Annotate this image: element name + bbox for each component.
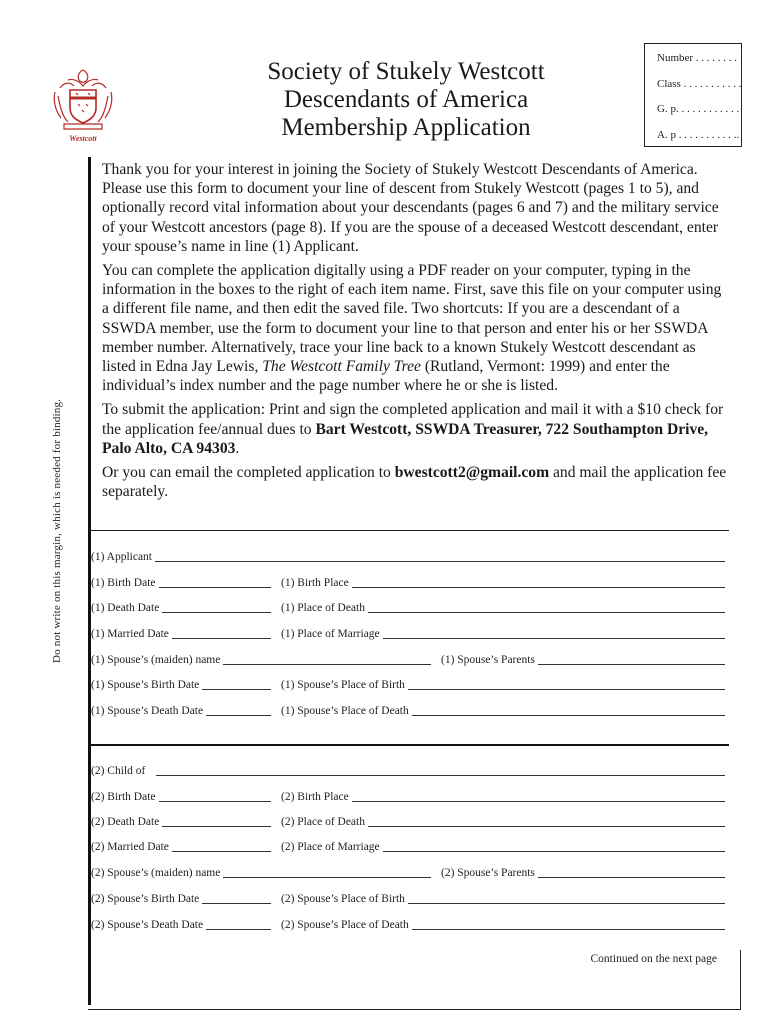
death-date-label-1: (1) Death Date	[91, 602, 160, 614]
crest-motto: Westcott	[69, 134, 97, 143]
office-use-box	[644, 43, 742, 147]
frame-right-line	[740, 950, 741, 1010]
spouse-death-date-label-1: (1) Spouse’s Death Date	[91, 705, 204, 717]
married-date-field-2[interactable]	[91, 840, 271, 854]
spouse-parents-label-1: (1) Spouse’s Parents	[441, 654, 535, 666]
spouse-birth-place-label-2: (2) Spouse’s Place of Birth	[281, 893, 405, 905]
birth-place-field-2[interactable]	[281, 790, 725, 804]
spouse-name-label-1: (1) Spouse’s (maiden) name	[91, 654, 221, 666]
child-of-line[interactable]	[156, 765, 725, 776]
treasurer-email: bwestcott2@gmail.com	[394, 464, 550, 482]
child-of-label: (2) Child of	[91, 765, 146, 777]
section-1-top-divider	[91, 530, 729, 531]
birth-place-line-2[interactable]	[352, 791, 725, 802]
binding-margin-note: Do not write on this margin, which is needed for binding.	[51, 398, 63, 663]
applicant-field[interactable]	[91, 550, 725, 564]
office-class: Class . . . . . . . . . . .	[657, 77, 742, 90]
spouse-name-line-2[interactable]	[223, 867, 431, 878]
marriage-place-label-1: (1) Place of Marriage	[281, 628, 380, 640]
birth-place-line-1[interactable]	[352, 577, 725, 588]
spouse-death-place-line-2[interactable]	[412, 919, 725, 930]
intro-paragraph-4	[102, 463, 730, 501]
spouse-death-place-line-1[interactable]	[412, 705, 725, 716]
spouse-death-date-field-2[interactable]	[91, 918, 271, 932]
spouse-birth-place-field-2[interactable]	[281, 892, 725, 906]
spouse-death-place-label-1: (1) Spouse’s Place of Death	[281, 705, 409, 717]
death-place-line-1[interactable]	[368, 602, 725, 613]
intro-paragraph-1: Thank you for your interest in joining the Society of Stukely Westcott Descendants of America. Please use this form to document your line of descent from Stukely Westcott (pages 1 to 5), and optionally record vital information about your descendants (pages 6 and 7) and the military service of your Westcott ancestors (page 8). If you are the spouse of a deceased Westcott descendant, enter your spouse’s name in line (1) Applicant.	[102, 161, 719, 255]
marriage-place-line-1[interactable]	[383, 628, 725, 639]
spouse-parents-field-2[interactable]	[441, 866, 725, 880]
marriage-place-line-2[interactable]	[383, 841, 725, 852]
spouse-death-place-label-2: (2) Spouse’s Place of Death	[281, 919, 409, 931]
death-place-field-1[interactable]	[281, 601, 725, 615]
intro-p4-text-end: and mail the application fee separately.	[102, 464, 727, 501]
spouse-birth-date-field-1[interactable]	[91, 678, 271, 692]
spouse-birth-date-line-1[interactable]	[202, 679, 271, 690]
spouse-death-date-line-2[interactable]	[206, 919, 271, 930]
marriage-place-label-2: (2) Place of Marriage	[281, 841, 380, 853]
spouse-name-field-1[interactable]	[91, 653, 431, 667]
spouse-birth-date-label-2: (2) Spouse’s Birth Date	[91, 893, 200, 905]
married-date-line-1[interactable]	[172, 628, 271, 639]
title-line-1: Society of Stukely Westcott	[267, 58, 545, 85]
spouse-parents-field-1[interactable]	[441, 653, 725, 667]
intro-p3-text: To submit the application: Print and sign the completed application and mail it with a $10 check for the application fee/annual dues to	[102, 401, 724, 438]
death-date-field-1[interactable]	[91, 601, 271, 615]
spouse-birth-date-line-2[interactable]	[202, 893, 271, 904]
death-date-line-2[interactable]	[162, 816, 271, 827]
death-place-label-1: (1) Place of Death	[281, 602, 365, 614]
birth-date-line-1[interactable]	[159, 577, 271, 588]
birth-date-field-2[interactable]	[91, 790, 271, 804]
married-date-label-1: (1) Married Date	[91, 628, 169, 640]
child-of-field[interactable]	[91, 764, 725, 778]
office-number: Number . . . . . . . .	[657, 52, 738, 64]
birth-place-label-2: (2) Birth Place	[281, 791, 349, 803]
title-line-3: Membership Application	[281, 114, 531, 141]
applicant-line[interactable]	[155, 551, 725, 562]
birth-date-line-2[interactable]	[159, 791, 271, 802]
death-place-field-2[interactable]	[281, 815, 725, 829]
spouse-name-label-2: (2) Spouse’s (maiden) name	[91, 867, 221, 879]
marriage-place-field-1[interactable]	[281, 627, 725, 641]
married-date-line-2[interactable]	[172, 841, 271, 852]
intro-paragraph-3	[102, 400, 730, 458]
spouse-death-date-line-1[interactable]	[206, 705, 271, 716]
intro-p3-text-end: .	[235, 439, 240, 457]
spouse-death-place-field-1[interactable]	[281, 704, 725, 718]
spouse-death-date-field-1[interactable]	[91, 704, 271, 718]
spouse-birth-place-label-1: (1) Spouse’s Place of Birth	[281, 679, 405, 691]
book-title: The Westcott Family Tree	[262, 358, 421, 376]
intro-text	[102, 160, 730, 506]
birth-date-label-2: (2) Birth Date	[91, 791, 156, 803]
treasurer-address: Bart Westcott, SSWDA Treasurer, 722 Southampton Drive, Palo Alto, CA 94303	[102, 420, 709, 457]
intro-p2-text-end: (Rutland, Vermont: 1999) and enter the individual’s index number and the page number where he or she is listed.	[102, 358, 670, 395]
death-place-line-2[interactable]	[368, 816, 725, 827]
death-date-line-1[interactable]	[162, 602, 271, 613]
spouse-name-line-1[interactable]	[223, 654, 431, 665]
intro-p4-text: Or you can email the completed application to	[102, 464, 395, 482]
spouse-birth-place-line-1[interactable]	[408, 679, 725, 690]
spouse-name-field-2[interactable]	[91, 866, 431, 880]
married-date-field-1[interactable]	[91, 627, 271, 641]
office-gp: G. p. . . . . . . . . . . .	[657, 103, 740, 115]
applicant-label: (1) Applicant	[91, 551, 152, 563]
intro-paragraph-2	[102, 261, 730, 395]
continued-note: Continued on the next page	[590, 953, 717, 965]
frame-bottom-line	[88, 1009, 741, 1010]
death-date-label-2: (2) Death Date	[91, 816, 160, 828]
birth-place-field-1[interactable]	[281, 576, 725, 590]
spouse-parents-label-2: (2) Spouse’s Parents	[441, 867, 535, 879]
office-ap: A. p . . . . . . . . . . ..	[657, 128, 740, 141]
spouse-parents-line-2[interactable]	[538, 867, 725, 878]
spouse-death-place-field-2[interactable]	[281, 918, 725, 932]
spouse-birth-place-field-1[interactable]	[281, 678, 725, 692]
death-date-field-2[interactable]	[91, 815, 271, 829]
spouse-parents-line-1[interactable]	[538, 654, 725, 665]
spouse-birth-date-field-2[interactable]	[91, 892, 271, 906]
marriage-place-field-2[interactable]	[281, 840, 725, 854]
spouse-birth-place-line-2[interactable]	[408, 893, 725, 904]
birth-date-label-1: (1) Birth Date	[91, 577, 156, 589]
spouse-birth-date-label-1: (1) Spouse’s Birth Date	[91, 679, 200, 691]
married-date-label-2: (2) Married Date	[91, 841, 169, 853]
birth-place-label-1: (1) Birth Place	[281, 577, 349, 589]
page-title	[240, 58, 572, 142]
death-place-label-2: (2) Place of Death	[281, 816, 365, 828]
section-divider	[91, 744, 729, 746]
spouse-death-date-label-2: (2) Spouse’s Death Date	[91, 919, 204, 931]
title-line-2: Descendants of America	[283, 86, 529, 113]
birth-date-field-1[interactable]	[91, 576, 271, 590]
intro-p2-text: You can complete the application digitally using a PDF reader on your computer, typing in the information in the boxes to the right of each item name. First, save this file on your computer using a different file name, and then edit the saved file. Two shortcuts: If you are a descendant of a SSWDA member, use the form to document your line to that person and enter his or her SSWDA member number. Alternatively, trace your line back to a known Stukely Westcott descendant as listed in Edna Jay Lewis,	[102, 262, 722, 376]
westcott-crest-logo	[52, 66, 114, 146]
